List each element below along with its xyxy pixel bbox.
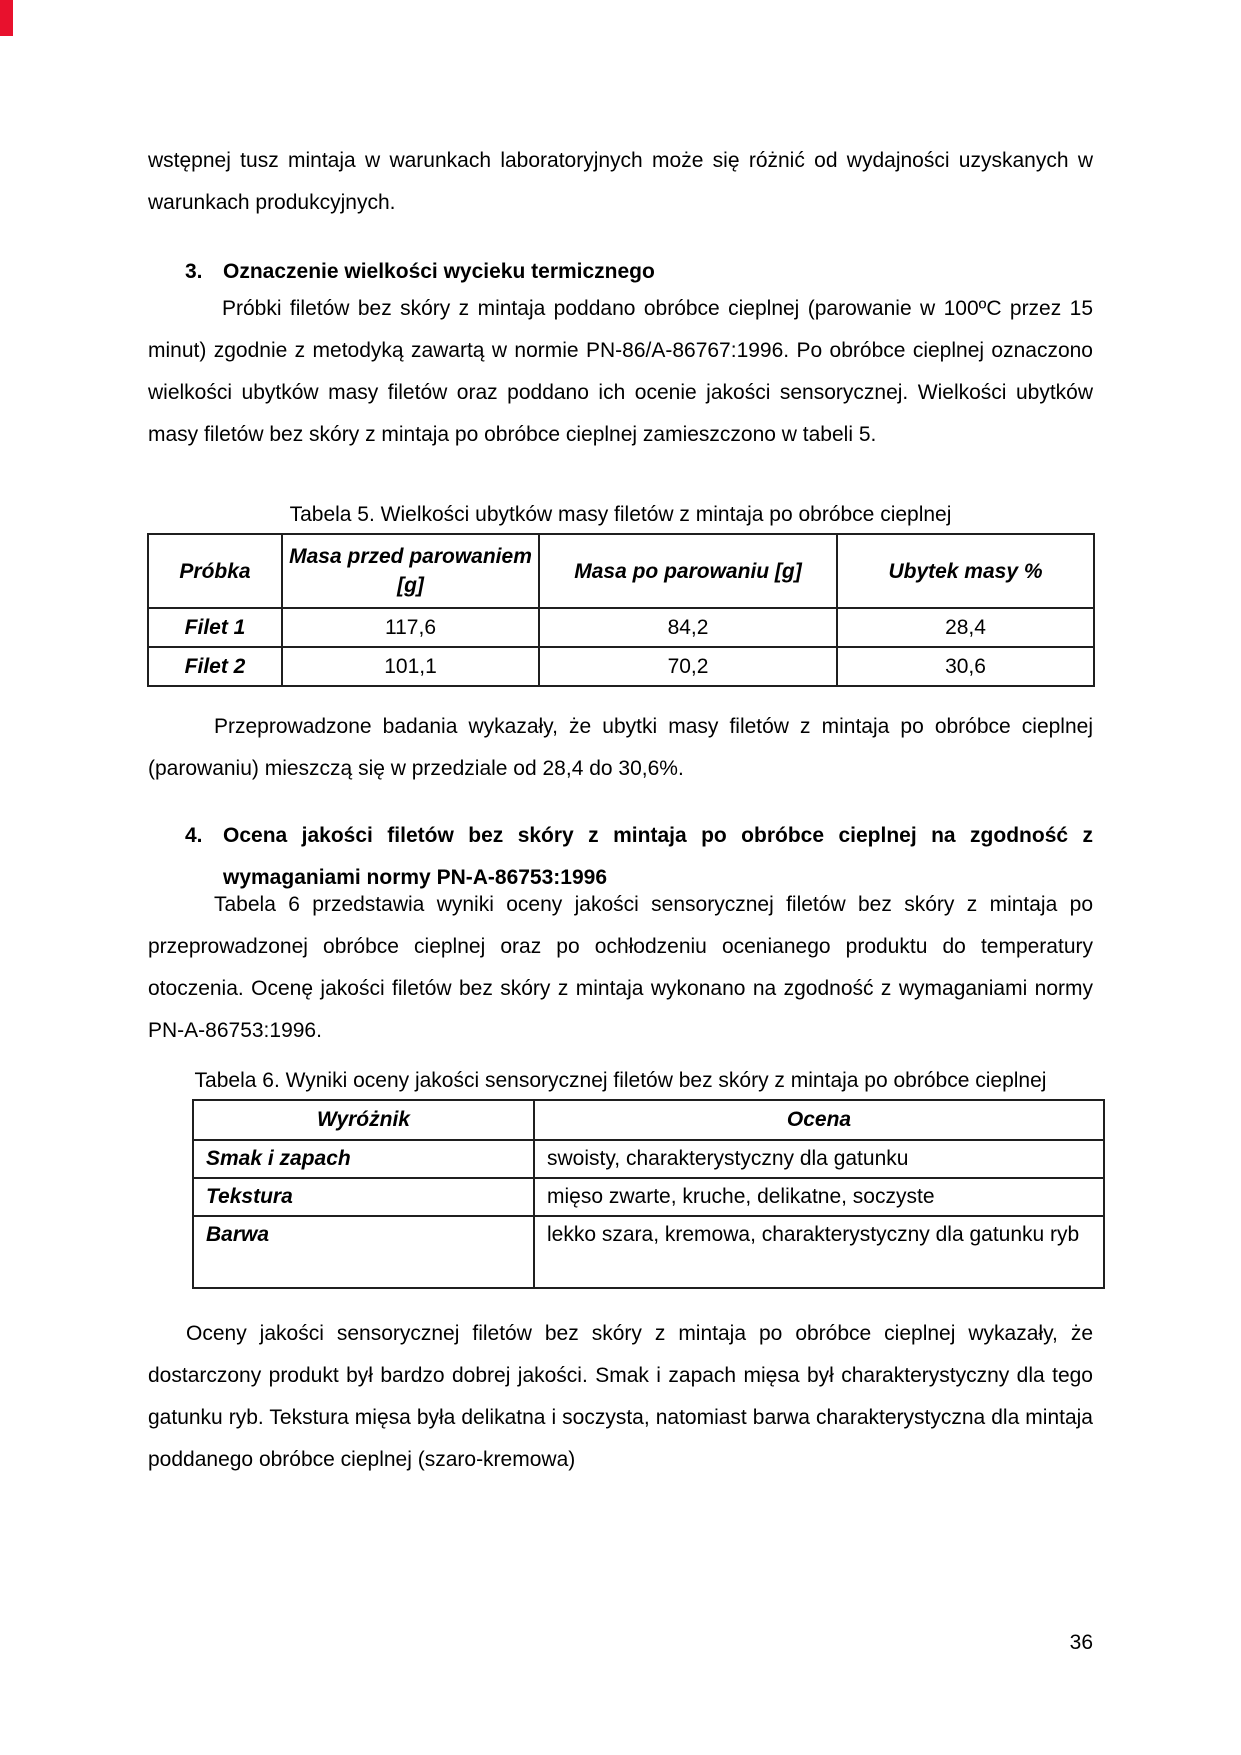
section-heading-3 (148, 251, 1093, 293)
table5-cell: 30,6 (837, 647, 1094, 686)
section-number: 3. (185, 260, 203, 283)
paragraph-method: Próbki filetów bez skóry z mintaja poddano obróbce cieplnej (parowanie w 100ºC przez 15 minut) zgodnie z metodyką zawartą w normie PN-86/A-86767:1996. Po obróbce cieplnej oznaczono wielkości ubytków masy filetów oraz poddano ich ocenie jakości sensorycznej. Wielkości ubytków masy filetów bez skóry z mintaja po obróbce cieplnej zamieszczono w tabeli 5. (148, 297, 1093, 446)
table6-header-cell: Wyróżnik (193, 1100, 534, 1140)
table6-row-label: Barwa (193, 1216, 534, 1288)
table5-cell: 28,4 (837, 608, 1094, 647)
section-number: 4. (185, 824, 203, 847)
table5-cell: 117,6 (282, 608, 539, 647)
table6-row-label: Tekstura (193, 1178, 534, 1216)
table5-caption: Tabela 5. Wielkości ubytków masy filetów z mintaja po obróbce cieplnej (289, 503, 952, 526)
table6-cell: lekko szara, kremowa, charakterystyczny dla gatunku ryb (534, 1216, 1104, 1288)
section-title: Oznaczenie wielkości wycieku termicznego (223, 260, 655, 283)
corner-marker (0, 0, 13, 36)
section-title: Ocena jakości filetów bez skóry z mintaja po obróbce cieplnej na zgodność z wymaganiami normy PN-A-86753:1996 (223, 824, 1093, 889)
table5-row-label: Filet 1 (148, 608, 282, 647)
table5-header-cell: Masa po parowaniu [g] (539, 534, 837, 608)
table-row (148, 608, 1094, 647)
table6-cell: swoisty, charakterystyczny dla gatunku (534, 1140, 1104, 1178)
table5-row-label: Filet 2 (148, 647, 282, 686)
table5-cell: 101,1 (282, 647, 539, 686)
table-row (193, 1216, 1104, 1288)
table6-caption: Tabela 6. Wyniki oceny jakości sensorycznej filetów bez skóry z mintaja po obróbce cieplnej (194, 1069, 1047, 1092)
table-sensory-quality (192, 1099, 1105, 1289)
table5-header-cell: Masa przed parowaniem [g] (282, 534, 539, 608)
table-mass-loss (147, 533, 1095, 687)
table-row (148, 647, 1094, 686)
table6-cell: mięso zwarte, kruche, delikatne, soczyste (534, 1178, 1104, 1216)
table5-header-cell: Próbka (148, 534, 282, 608)
paragraph-sensory-intro: Tabela 6 przedstawia wyniki oceny jakości sensorycznej filetów bez skóry z mintaja po przeprowadzonej obróbce cieplnej oraz po ochłodzeniu ocenianego produktu do temperatury otoczenia. Ocenę jakości filetów bez skóry z mintaja wykonano na zgodność z wymaganiami normy PN-A-86753:1996. (148, 893, 1093, 1042)
table6-row-label: Smak i zapach (193, 1140, 534, 1178)
paragraph-results: Przeprowadzone badania wykazały, że ubytki masy filetów z mintaja po obróbce cieplnej (parowaniu) mieszczą się w przedziale od 28,4 do 30,6%. (148, 715, 1093, 780)
table6-header-cell: Ocena (534, 1100, 1104, 1140)
table-row (193, 1178, 1104, 1216)
table6-header-row (193, 1100, 1104, 1140)
page-number: 36 (1069, 1631, 1093, 1654)
table5-header-cell: Ubytek masy % (837, 534, 1094, 608)
paragraph-conclusion: Oceny jakości sensorycznej filetów bez skóry z mintaja po obróbce cieplnej wykazały, że dostarczony produkt był bardzo dobrej jakości. Smak i zapach mięsa był charakterystyczny dla tego gatunku ryb. Tekstura mięsa była delikatna i soczysta, natomiast barwa charakterystyczna dla mintaja poddanego obróbce cieplnej (szaro-kremowa) (148, 1322, 1093, 1471)
table5-cell: 84,2 (539, 608, 837, 647)
table-row (193, 1140, 1104, 1178)
paragraph-intro: wstępnej tusz mintaja w warunkach laboratoryjnych może się różnić od wydajności uzyskanych w warunkach produkcyjnych. (148, 149, 1093, 214)
table5-cell: 70,2 (539, 647, 837, 686)
table5-header-row (148, 534, 1094, 608)
